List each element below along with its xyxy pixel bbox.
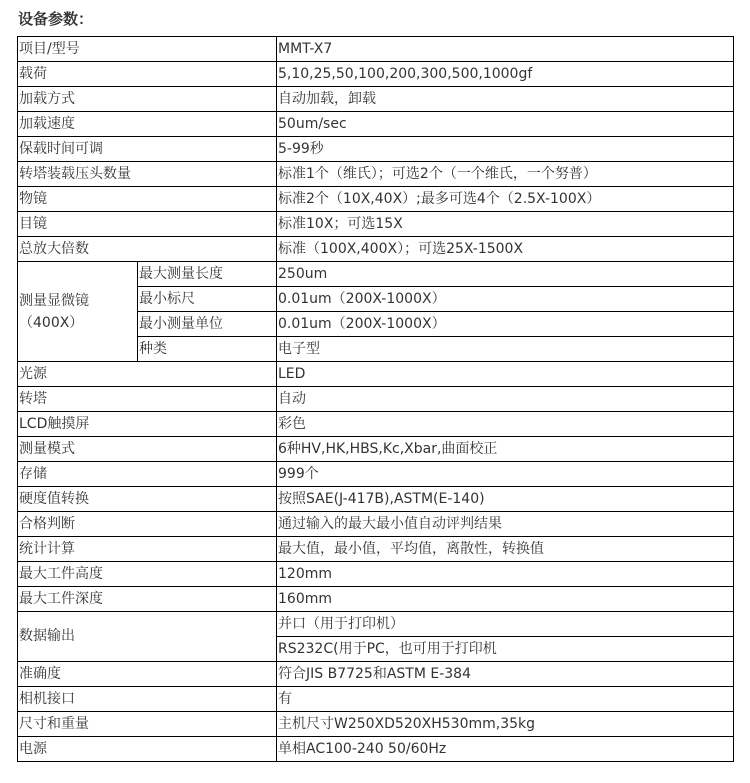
row-value: 6种HV,HK,HBS,Kc,Xbar,曲面校正 bbox=[277, 437, 734, 462]
row-label: 保载时间可调 bbox=[18, 137, 277, 162]
table-row bbox=[18, 137, 734, 162]
row-label: 测量模式 bbox=[18, 437, 277, 462]
sub-value: 电子型 bbox=[277, 337, 734, 362]
row-label: LCD触摸屏 bbox=[18, 412, 277, 437]
table-row bbox=[18, 687, 734, 712]
table-row bbox=[18, 512, 734, 537]
row-value: 通过输入的最大最小值自动评判结果 bbox=[277, 512, 734, 537]
row-value: LED bbox=[277, 362, 734, 387]
table-row bbox=[18, 62, 734, 87]
microscope-label: 测量显微镜（400X） bbox=[18, 262, 138, 362]
table-row bbox=[18, 537, 734, 562]
row-value: 自动 bbox=[277, 387, 734, 412]
table-row bbox=[18, 112, 734, 137]
table-row bbox=[18, 187, 734, 212]
row-value: RS232C(用于PC，也可用于打印机 bbox=[277, 637, 734, 662]
row-label: 统计计算 bbox=[18, 537, 277, 562]
table-row bbox=[18, 387, 734, 412]
row-value: 单相AC100-240 50/60Hz bbox=[277, 737, 734, 762]
row-value: 120mm bbox=[277, 562, 734, 587]
row-value: 主机尺寸W250XD520XH530mm,35kg bbox=[277, 712, 734, 737]
table-row bbox=[18, 412, 734, 437]
table-row bbox=[18, 362, 734, 387]
row-label: 项目/型号 bbox=[18, 37, 277, 62]
row-label: 电源 bbox=[18, 737, 277, 762]
sub-value: 0.01um（200X-1000X） bbox=[277, 287, 734, 312]
row-label: 转塔 bbox=[18, 387, 277, 412]
sub-value: 0.01um（200X-1000X） bbox=[277, 312, 734, 337]
sub-label: 最小测量单位 bbox=[138, 312, 277, 337]
row-label: 目镜 bbox=[18, 212, 277, 237]
row-label: 准确度 bbox=[18, 662, 277, 687]
row-label: 转塔装载压头数量 bbox=[18, 162, 277, 187]
row-label: 尺寸和重量 bbox=[18, 712, 277, 737]
row-value: 彩色 bbox=[277, 412, 734, 437]
sub-label: 种类 bbox=[138, 337, 277, 362]
row-label: 加载速度 bbox=[18, 112, 277, 137]
row-label: 载荷 bbox=[18, 62, 277, 87]
row-value: 标准1个（维氏）；可选2个（一个维氏，一个努普） bbox=[277, 162, 734, 187]
table-row bbox=[18, 437, 734, 462]
row-value: 5,10,25,50,100,200,300,500,1000gf bbox=[277, 62, 734, 87]
row-value: 并口（用于打印机） bbox=[277, 612, 734, 637]
row-label: 最大工件深度 bbox=[18, 587, 277, 612]
table-row bbox=[18, 712, 734, 737]
table-row bbox=[18, 737, 734, 762]
table-row bbox=[18, 662, 734, 687]
table-row bbox=[18, 37, 734, 62]
row-value: 999个 bbox=[277, 462, 734, 487]
row-label: 光源 bbox=[18, 362, 277, 387]
row-label: 物镜 bbox=[18, 187, 277, 212]
spec-table bbox=[17, 36, 734, 762]
row-value: 有 bbox=[277, 687, 734, 712]
table-row bbox=[18, 212, 734, 237]
sub-label: 最大测量长度 bbox=[138, 262, 277, 287]
row-value: 50um/sec bbox=[277, 112, 734, 137]
table-row bbox=[18, 612, 734, 637]
table-row bbox=[18, 562, 734, 587]
row-value: 160mm bbox=[277, 587, 734, 612]
table-row bbox=[18, 487, 734, 512]
row-label: 存储 bbox=[18, 462, 277, 487]
data-output-label: 数据输出 bbox=[18, 612, 277, 662]
table-row bbox=[18, 237, 734, 262]
table-row bbox=[18, 262, 734, 287]
table-row bbox=[18, 462, 734, 487]
row-label: 相机接口 bbox=[18, 687, 277, 712]
row-value: 最大值，最小值，平均值，离散性，转换值 bbox=[277, 537, 734, 562]
row-value: 标准2个（10X,40X）;最多可选4个（2.5X-100X） bbox=[277, 187, 734, 212]
row-value: 5-99秒 bbox=[277, 137, 734, 162]
row-value: 自动加载，卸载 bbox=[277, 87, 734, 112]
sub-value: 250um bbox=[277, 262, 734, 287]
row-value: 符合JIS B7725和ASTM E-384 bbox=[277, 662, 734, 687]
table-row bbox=[18, 162, 734, 187]
row-value: 按照SAE(J-417B),ASTM(E-140) bbox=[277, 487, 734, 512]
row-value: 标准（100X,400X）；可选25X-1500X bbox=[277, 237, 734, 262]
row-value: 标准10X；可选15X bbox=[277, 212, 734, 237]
sub-label: 最小标尺 bbox=[138, 287, 277, 312]
table-row bbox=[18, 87, 734, 112]
row-value: MMT-X7 bbox=[277, 37, 734, 62]
row-label: 硬度值转换 bbox=[18, 487, 277, 512]
section-heading: 设备参数： bbox=[18, 10, 94, 28]
row-label: 最大工件高度 bbox=[18, 562, 277, 587]
table-row bbox=[18, 587, 734, 612]
row-label: 合格判断 bbox=[18, 512, 277, 537]
row-label: 加载方式 bbox=[18, 87, 277, 112]
row-label: 总放大倍数 bbox=[18, 237, 277, 262]
